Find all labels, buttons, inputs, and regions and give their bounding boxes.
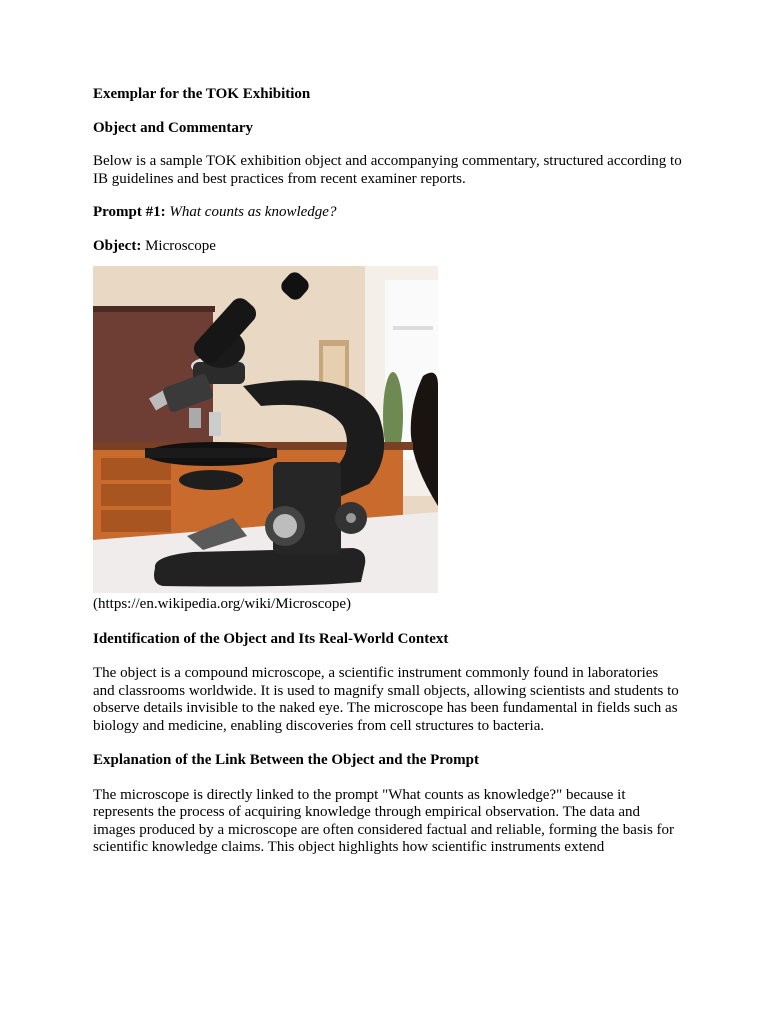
object-line [93, 238, 683, 256]
intro-paragraph: Below is a sample TOK exhibition object and accompanying commentary, structured according to IB guidelines and best practices from recent examiner reports. [93, 153, 682, 187]
image-caption: (https://en.wikipedia.org/wiki/Microscope) [93, 596, 352, 612]
section2-heading: Explanation of the Link Between the Object and the Prompt [93, 752, 479, 768]
microscope-image [93, 266, 438, 593]
document-page [93, 86, 683, 857]
object-value: Microscope [145, 237, 216, 254]
document-subtitle: Object and Commentary [93, 119, 253, 136]
prompt-label: Prompt #1: [93, 204, 166, 220]
prompt-text: What counts as knowledge? [169, 204, 337, 220]
section1-body: The object is a compound microscope, a scientific instrument commonly found in laboratories and classrooms worldwide. It is used to magnify small objects, allowing scientists and students to observe details invisible to the naked eye. The microscope has been fundamental in fields such as biology and medicine, enabling discoveries from cell structures to bacteria. [93, 665, 679, 734]
section2-body: The microscope is directly linked to the prompt "What counts as knowledge?" because it represents the process of acquiring knowledge through empirical observation. The data and images produced by a microscope are often considered factual and reliable, forming the basis for scientific knowledge claims. This object highlights how scientific instruments extend [93, 786, 675, 855]
prompt-line [93, 204, 683, 222]
object-label: Object: [93, 237, 142, 254]
section1-heading: Identification of the Object and Its Real-World Context [93, 630, 449, 647]
document-title: Exemplar for the TOK Exhibition [93, 86, 311, 102]
